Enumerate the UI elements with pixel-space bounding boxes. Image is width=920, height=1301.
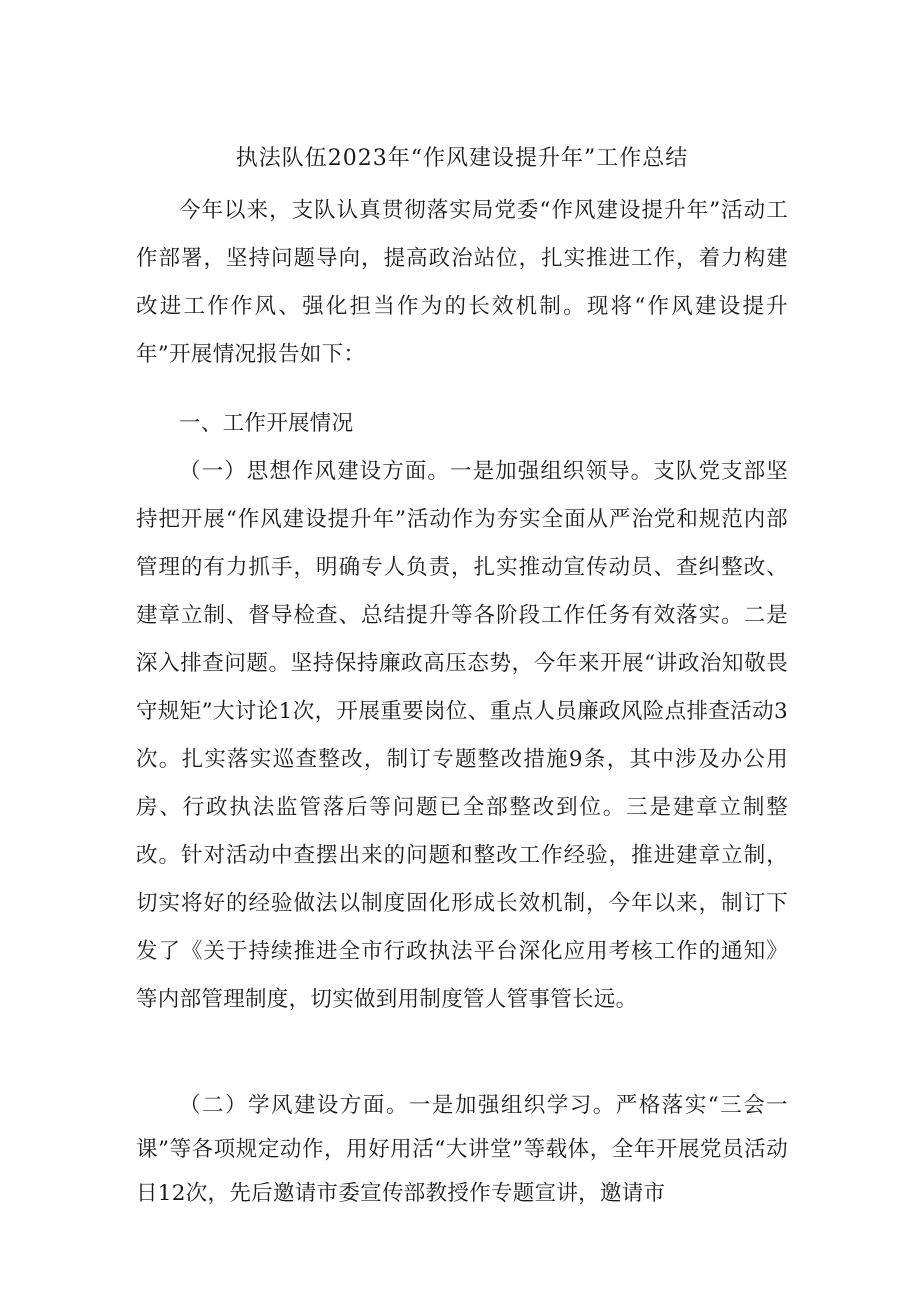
document-page: [136, 0, 788, 1301]
document-title: 执法队伍2023年“作风建设提升年”工作总结: [235, 146, 689, 171]
intro-paragraph: 今年以来，支队认真贯彻落实局党委“作风建设提升年”活动工作部署，坚持问题导向，提高政治站位，扎实推进工作，着力构建改进工作作风、强化担当作为的长效机制。现将“作风建设提升年”开展情况报告如下：: [136, 198, 788, 367]
paragraph-ideological-style: （一）思想作风建设方面。一是加强组织领导。支队党支部坚持把开展“作风建设提升年”活动作为夯实全面从严治党和规范内部管理的有力抓手，明确专人负责，扎实推动宣传动员、查纠整改、建章立制、督导检查、总结提升等各阶段工作任务有效落实。二是深入排查问题。坚持保持廉政高压态势，今年来开展“讲政治知敬畏守规矩”大讨论1次，开展重要岗位、重点人员廉政风险点排查活动3次。扎实落实巡查整改，制订专题整改措施9条，其中涉及办公用房、行政执法监管落后等问题已全部整改到位。三是建章立制整改。针对活动中查摆出来的问题和整改工作经验，推进建章立制，切实将好的经验做法以制度固化形成长效机制，今年以来，制订下发了《关于持续推进全市行政执法平台深化应用考核工作的通知》等内部管理制度，切实做到用制度管人管事管长远。: [136, 459, 788, 1012]
section-heading-work-status: 一、工作开展情况: [179, 411, 354, 436]
paragraph-study-style: （二）学风建设方面。一是加强组织学习。严格落实“三会一课”等各项规定动作，用好用活“大讲堂”等载体，全年开展党员活动日12次，先后邀请市委宣传部教授作专题宣讲，邀请市: [136, 1093, 788, 1206]
